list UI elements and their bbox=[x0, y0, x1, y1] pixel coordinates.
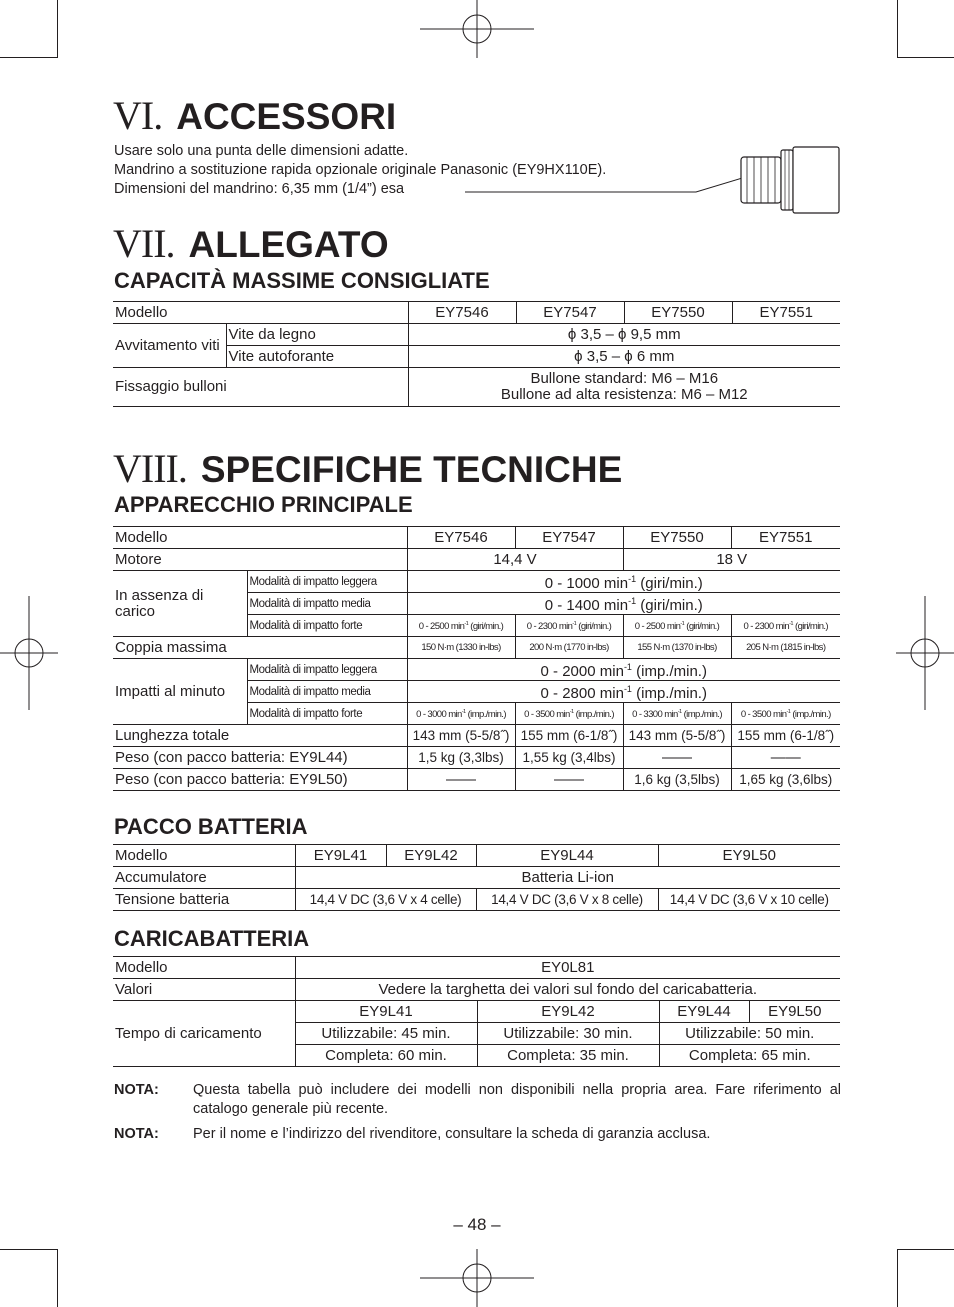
page-number: – 48 – bbox=[453, 1215, 501, 1234]
table-row: Modalità di impatto forte 0 - 2500 $\min^{-1}$ (giri/min.) 0 - 2300 $\min^{-1}$ (giri/min.) 0 - 2500 $\min^{-1}$ (giri/min.) 0 - 2300 $\min^{-1}$ (giri/min.) bbox=[113, 615, 840, 637]
table-row: Avvitamento viti Vite da legno ϕ 3,5 – ϕ 9,5 mm bbox=[113, 324, 840, 346]
subtitle-caricabatteria: CARICABATTERIA bbox=[114, 926, 310, 951]
table-row: Fissaggio bulloni Bullone standard: M6 – M16 Bullone ad alta resistenza: M6 – M12 bbox=[113, 368, 840, 407]
charger-table bbox=[113, 956, 840, 1067]
section-title-allegato: VII. ALLEGATO bbox=[113, 221, 389, 266]
section-title-accessori: VI. ACCESSORI bbox=[113, 93, 397, 138]
crop-mark bbox=[57, 0, 58, 58]
registration-mark-icon bbox=[0, 596, 58, 710]
subtitle-pacco-batteria: PACCO BATTERIA bbox=[114, 814, 308, 839]
main-unit-table bbox=[113, 526, 840, 791]
registration-mark-icon bbox=[896, 596, 954, 710]
registration-mark-icon bbox=[420, 0, 534, 58]
chuck-illustration-icon bbox=[460, 140, 845, 220]
crop-mark bbox=[897, 57, 954, 58]
table-row: Tempo di caricamento EY9L41 EY9L42 EY9L44 EY9L50 bbox=[113, 1001, 840, 1023]
crop-mark bbox=[0, 1249, 58, 1250]
table-row: Accumulatore Batteria Li-ion bbox=[113, 867, 840, 889]
crop-mark bbox=[0, 57, 58, 58]
table-row: Motore 14,4 V 18 V bbox=[113, 549, 840, 571]
table-row: Modalità di impatto forte 0 - 3000 $\min^{-1} (imp./\min.)$ 0 - 3500 $\min^{-1} (imp./\min.)$ 0 - 3300 $\min^{-1} (imp./\min.)$ 0 - 3500 $\min^{-1} (imp./\min.)$ bbox=[113, 703, 840, 725]
crop-mark bbox=[57, 1249, 58, 1307]
subtitle-apparecchio: APPARECCHIO PRINCIPALE bbox=[114, 492, 413, 517]
crop-mark bbox=[897, 1249, 898, 1307]
table-row: Impatti al minuto Modalità di impatto leggera 0 - 2000 $\min^{-1} (imp./\min.)$ bbox=[113, 659, 840, 681]
table-row: Valori Vedere la targhetta dei valori sul fondo del caricabatteria. bbox=[113, 979, 840, 1001]
table-row: Tensione batteria 14,4 V DC (3,6 V x 4 celle) 14,4 V DC (3,6 V x 8 celle) 14,4 V DC (3,6 V x 10 celle) bbox=[113, 889, 840, 911]
table-row: In assenza di carico Modalità di impatto leggera 0 - 1000 $\min^{-1}$ (giri/min.) bbox=[113, 571, 840, 593]
table-row: Modello EY0L81 bbox=[113, 957, 840, 979]
section-title-specifiche: VIII. SPECIFICHE TECNICHE bbox=[113, 446, 623, 491]
crop-mark bbox=[897, 1249, 954, 1250]
registration-mark-icon bbox=[420, 1249, 534, 1307]
table-row: Vite autoforante ϕ 3,5 – ϕ 6 mm bbox=[113, 346, 840, 368]
table-row: Modello EY9L41 EY9L42 EY9L44 EY9L50 bbox=[113, 845, 840, 867]
table-row: Modello EY7546 EY7547 EY7550 EY7551 bbox=[113, 302, 840, 324]
table-row: Modello EY7546 EY7547 EY7550 EY7551 bbox=[113, 527, 840, 549]
table-row: Modalità di impatto media 0 - 2800 $\min^{-1} (imp./\min.)$ bbox=[113, 681, 840, 703]
table-row: Utilizzabile: 45 min. Utilizzabile: 30 min. Utilizzabile: 50 min. bbox=[113, 1023, 840, 1045]
table-row: Lunghezza totale 143 mm (5-5/8˝) 155 mm (6-1/8˝) 143 mm (5-5/8˝) 155 mm (6-1/8˝) bbox=[113, 725, 840, 747]
table-row: Completa: 60 min. Completa: 35 min. Completa: 65 min. bbox=[113, 1045, 840, 1067]
table-row: Peso (con pacco batteria: EY9L50) —— —— 1,6 kg (3,5lbs) 1,65 kg (3,6lbs) bbox=[113, 769, 840, 791]
table-row: Peso (con pacco batteria: EY9L44) 1,5 kg (3,3lbs) 1,55 kg (3,4lbs) —— —— bbox=[113, 747, 840, 769]
capacity-table bbox=[113, 301, 840, 407]
accessori-text: Usare solo una punta delle dimensioni adatte. Mandrino a sostituzione rapida opzionale originale Panasonic (EY9HX110E). Dimensioni del mandrino: 6,35 mm (1/4”) esa bbox=[114, 143, 607, 197]
crop-mark bbox=[897, 0, 898, 58]
battery-table bbox=[113, 844, 840, 911]
subtitle-capacita: CAPACITÀ MASSIME CONSIGLIATE bbox=[114, 268, 490, 293]
table-row: Modalità di impatto media 0 - 1400 $\min^{-1}$ (giri/min.) bbox=[113, 593, 840, 615]
table-row: Coppia massima 150 N·m (1330 in-lbs) 200 N·m (1770 in-lbs) 155 N·m (1370 in-lbs) 205 N·m (1815 in-lbs) bbox=[113, 637, 840, 659]
